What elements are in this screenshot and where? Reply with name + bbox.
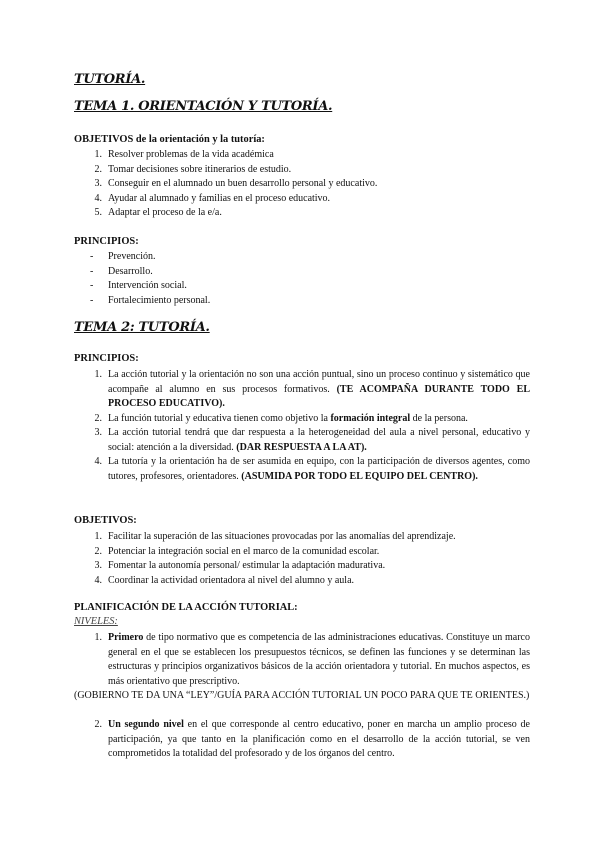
document-title: TUTORÍA. [74,72,146,87]
list-number: 3. [94,560,102,571]
list-number: 3. [94,427,102,438]
list-item [86,574,530,589]
list-item-text: Facilitar la superación de las situaciones provocadas por las anomalías del aprendizaje. [108,531,456,542]
list-number: 1. [94,149,102,160]
list-item-emphasis: (DAR RESPUESTA A LA AT). [236,441,367,453]
list-item-text: Ayudar al alumnado y familias en el proceso educativo. [108,192,331,204]
list-item-text: La tutoría y la orientación ha de ser asumida en equipo, con la participación de diversos agentes, como tutores, profesores, orientadores. [108,456,530,482]
list-item-text: en el que corresponde al centro educativo, poner en marcha un amplio proceso de participación, ya que tanto en la planificación como en el desarrollo de la acción tutorial, se ven comprometidos la totalidad del profesorado y de los órganos del centro. [108,719,530,759]
list-item [86,177,530,192]
list-item-text: La acción tutorial y la orientación no son una acción puntual, sino un proceso continuo y sistemático que acompañe al alumno en sus procesos formativos. [108,369,530,395]
list-item-text: de la persona. [410,412,468,424]
list-item-text: Adaptar el proceso de la e/a. [108,207,222,218]
list-number: 2. [94,412,102,424]
list-number: 2. [94,719,102,730]
list-number: 1. [94,531,102,542]
list-item-text: Intervención social. [108,280,187,291]
list-item [86,265,530,280]
list-item-emphasis: (TE ACOMPAÑA DURANTE TODO EL PROCESO EDUCATIVO). [108,383,530,409]
list-item-text: Fortalecimiento personal. [108,294,211,306]
list-item [86,368,530,412]
list-item-text: Conseguir en el alumnado un buen desarrollo personal y educativo. [108,178,378,189]
objetivos-tutoria-list [86,530,530,588]
list-dash: - [90,251,94,262]
list-item-text: Coordinar la actividad orientadora al nivel del alumno y aula. [108,574,355,586]
list-item-emphasis: Un segundo nivel [108,719,184,730]
list-item-text: de tipo normativo que es competencia de las administraciones educativas. Constituye un marco general en el que se establecen los presupuestos técnicos, se definen las funciones y se determinan las estructuras y principios organizativos básicos de la acción orientadora y tutorial. En muchos aspectos, es más orientativo que prescriptivo. [108,632,530,687]
list-item [86,192,530,207]
list-item [86,294,530,309]
list-item-text: Fomentar la autonomía personal/ estimular la adaptación madurativa. [108,560,386,571]
niveles-label: NIVELES: [74,616,118,627]
principios-list [86,250,530,308]
principios-tutoria-list [86,368,530,484]
principios-heading: PRINCIPIOS: [74,353,139,364]
list-item [86,206,530,221]
niveles-list-1 [86,631,530,689]
list-number: 5. [94,207,102,218]
objetivos-list [86,148,530,221]
list-number: 4. [94,574,102,586]
principios-heading: PRINCIPIOS: [74,236,139,247]
planificacion-heading: PLANIFICACIÓN DE LA ACCIÓN TUTORIAL: [74,602,298,613]
list-item-text: La función tutorial y educativa tienen como objetivo la [108,412,331,424]
list-dash: - [90,265,94,277]
section-title-tema1: TEMA 1. ORIENTACIÓN Y TUTORÍA. [74,99,333,114]
list-number: 4. [94,456,102,467]
list-item [86,545,530,560]
list-item [86,631,530,689]
list-number: 1. [94,632,102,643]
list-item-emphasis: Primero [108,632,144,643]
list-number: 2. [94,545,102,557]
list-item [86,718,530,762]
list-item-text: Resolver problemas de la vida académica [108,149,274,160]
section-title-tema2: TEMA 2: TUTORÍA. [74,320,210,335]
list-item [86,559,530,574]
list-item-text: Tomar decisiones sobre itinerarios de estudio. [108,163,292,175]
list-number: 3. [94,178,102,189]
list-item-text: Prevención. [108,251,156,262]
objetivos-heading: OBJETIVOS de la orientación y la tutoría: [74,134,265,145]
list-item-text: Desarrollo. [108,265,153,277]
niveles-list-2 [86,718,530,762]
list-item [86,279,530,294]
list-item-emphasis: (ASUMIDA POR TODO EL EQUIPO DEL CENTRO). [241,470,478,482]
list-dash: - [90,294,94,306]
list-number: 2. [94,163,102,175]
list-item [86,412,530,427]
objetivos-heading: OBJETIVOS: [74,515,137,526]
list-item-text: La acción tutorial tendrá que dar respuesta a la heterogeneidad del aula a nivel personal, educativo y social: atención a la diversidad. [108,427,530,453]
list-dash: - [90,280,94,291]
list-item-text: Potenciar la integración social en el marco de la comunidad escolar. [108,545,380,557]
list-item [86,250,530,265]
list-item-emphasis: formación integral [330,412,411,424]
list-number: 4. [94,192,102,204]
gobierno-note: (GOBIERNO TE DA UNA “LEY”/GUÍA PARA ACCIÓN TUTORIAL UN POCO PARA QUE TE ORIENTES.) [74,690,530,701]
list-item [86,455,530,484]
list-item [86,530,530,545]
list-item [86,426,530,455]
list-number: 1. [94,369,102,380]
list-item [86,148,530,163]
list-item [86,163,530,178]
